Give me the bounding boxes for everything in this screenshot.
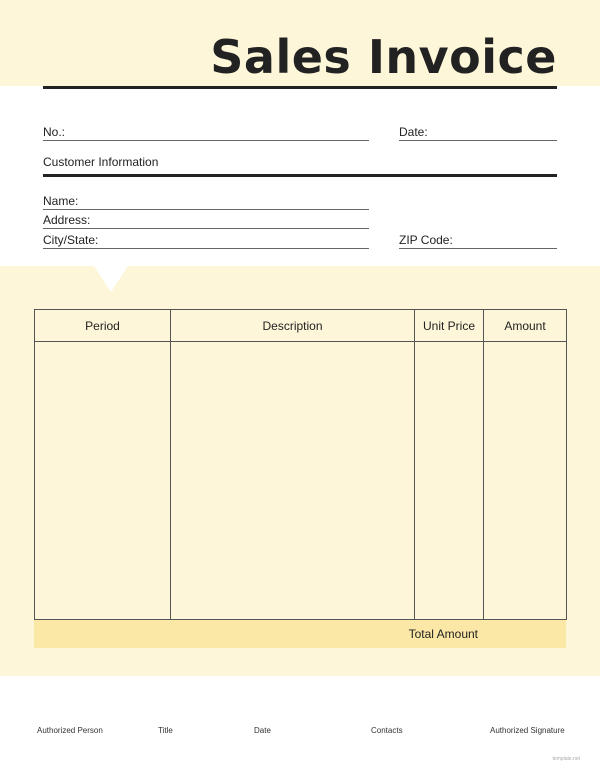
unit-price-cell[interactable]: [415, 342, 484, 620]
description-cell[interactable]: [171, 342, 415, 620]
zip-code-field[interactable]: [399, 228, 557, 249]
total-bar: [34, 620, 566, 648]
column-header-period: Period: [35, 310, 171, 342]
period-cell[interactable]: [35, 342, 171, 620]
name-field[interactable]: [43, 189, 369, 210]
footer-date: Date: [254, 726, 271, 735]
watermark: template.net: [552, 756, 580, 762]
column-header-amount: Amount: [484, 310, 567, 342]
zip-code-label: ZIP Code:: [399, 233, 453, 247]
footer-authorized-signature: Authorized Signature: [490, 726, 565, 735]
total-amount-label: Total Amount: [408, 627, 478, 641]
column-header-unit-price: Unit Price: [415, 310, 484, 342]
name-label: Name:: [43, 194, 79, 208]
column-header-description: Description: [171, 310, 415, 342]
items-table: [34, 309, 567, 620]
footer-contacts: Contacts: [371, 726, 403, 735]
address-label: Address:: [43, 213, 91, 227]
invoice-number-field[interactable]: [43, 120, 369, 141]
address-field[interactable]: [43, 208, 369, 229]
customer-section-rule: [43, 174, 557, 177]
invoice-number-label: No.:: [43, 125, 66, 139]
footer-title: Title: [158, 726, 173, 735]
date-label: Date:: [399, 125, 428, 139]
customer-section-heading: Customer Information: [43, 155, 159, 169]
amount-cell[interactable]: [484, 342, 567, 620]
footer-authorized-person: Authorized Person: [37, 726, 103, 735]
date-field[interactable]: [399, 120, 557, 141]
band-notch: [94, 266, 128, 292]
table-row: [35, 342, 567, 620]
city-state-field[interactable]: [43, 228, 369, 249]
city-state-label: City/State:: [43, 233, 99, 247]
page-title: Sales Invoice: [210, 30, 557, 84]
header-rule: [43, 86, 557, 89]
